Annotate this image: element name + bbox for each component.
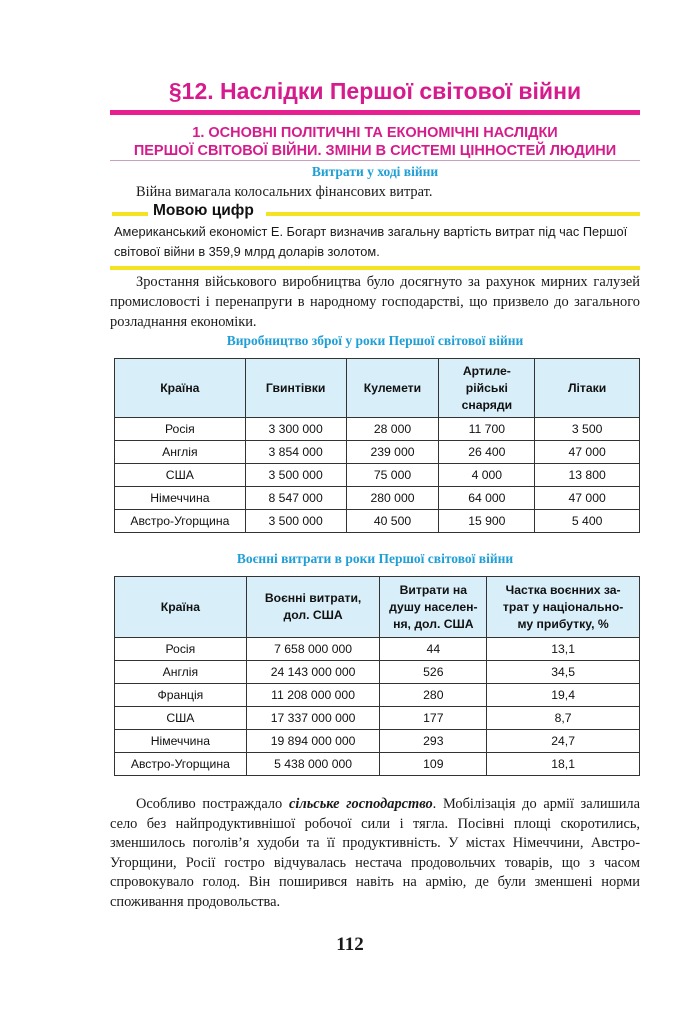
value-cell: 18,1 [487, 753, 640, 776]
value-cell: 3 500 000 [245, 510, 346, 533]
table-row [115, 418, 640, 441]
column-header: Кулемети [346, 359, 439, 418]
table-row [115, 510, 640, 533]
column-header: Витрати на душу населен- ня, дол. США [380, 577, 487, 638]
subsection-title-line-2: ПЕРШОЇ СВІТОВОЇ ВІЙНИ. ЗМІНИ В СИСТЕМІ ЦІННОСТЕЙ ЛЮДИНИ [133, 143, 617, 159]
value-cell: 40 500 [346, 510, 439, 533]
country-cell: США [115, 707, 247, 730]
value-cell: 19 894 000 000 [246, 730, 380, 753]
value-cell: 75 000 [346, 464, 439, 487]
war-expenses-table [114, 576, 640, 776]
value-cell: 64 000 [439, 487, 535, 510]
country-cell: Австро-Угорщина [115, 753, 247, 776]
value-cell: 3 300 000 [245, 418, 346, 441]
country-cell: США [115, 464, 246, 487]
value-cell: 177 [380, 707, 487, 730]
value-cell: 13,1 [487, 638, 640, 661]
paragraph-2 [110, 272, 640, 332]
table-2-title: Воєнні витрати в роки Першої світової війни [236, 551, 514, 566]
paragraph-1-text: Війна вимагала колосальних фінансових витрат. [136, 184, 433, 200]
country-cell: Німеччина [115, 730, 247, 753]
table-row [115, 638, 640, 661]
table-row [115, 464, 640, 487]
column-header: Літаки [535, 359, 640, 418]
country-cell: Англія [115, 441, 246, 464]
table-2-header-row [115, 577, 640, 638]
value-cell: 3 854 000 [245, 441, 346, 464]
country-cell: Німеччина [115, 487, 246, 510]
country-cell: Англія [115, 661, 247, 684]
numbers-box-text: Американський економіст Е. Богарт визначив загальну вартість витрат під час Першої світової війни в 359,9 млрд доларів золотом. [114, 224, 628, 259]
numbers-box-bar-bottom [110, 266, 640, 270]
numbers-box-bar-right [266, 212, 640, 216]
table-1-header-row [115, 359, 640, 418]
costs-heading: Витрати у ході війни [311, 164, 439, 179]
column-header: Частка воєнних за- трат у національно- му прибутку, % [487, 577, 640, 638]
country-cell: Франція [115, 684, 247, 707]
value-cell: 280 [380, 684, 487, 707]
value-cell: 28 000 [346, 418, 439, 441]
value-cell: 26 400 [439, 441, 535, 464]
paragraph-3-text-start: Особливо постраждало [136, 796, 289, 812]
numbers-box-bar-left [112, 212, 148, 216]
subsection-title-line-1: 1. ОСНОВНІ ПОЛІТИЧНІ ТА ЕКОНОМІЧНІ НАСЛІДКИ [192, 125, 558, 141]
country-cell: Австро-Угорщина [115, 510, 246, 533]
paragraph-3-emphasis: сільське господарство [288, 796, 433, 812]
value-cell: 526 [380, 661, 487, 684]
table-row [115, 730, 640, 753]
value-cell: 3 500 000 [245, 464, 346, 487]
value-cell: 4 000 [439, 464, 535, 487]
table-row [115, 753, 640, 776]
paragraph-3 [110, 795, 640, 913]
value-cell: 7 658 000 000 [246, 638, 380, 661]
subsection-title [110, 124, 640, 160]
value-cell: 109 [380, 753, 487, 776]
value-cell: 24 143 000 000 [246, 661, 380, 684]
subsection-underline [110, 160, 640, 161]
table-row [115, 661, 640, 684]
table-2-body [115, 638, 640, 776]
value-cell: 8 547 000 [245, 487, 346, 510]
table-1-title: Виробництво зброї у роки Першої світової війни [226, 333, 524, 348]
value-cell: 34,5 [487, 661, 640, 684]
paragraph-2-text: Зростання військового виробництва було досягнуто за рахунок мирних галузей промисловості і перенапруги в народному господарстві, що призвело до загального розладнання економіки. [110, 274, 640, 330]
value-cell: 11 700 [439, 418, 535, 441]
table-row [115, 487, 640, 510]
table-1-body [115, 418, 640, 533]
value-cell: 44 [380, 638, 487, 661]
table-row [115, 684, 640, 707]
value-cell: 47 000 [535, 441, 640, 464]
country-cell: Росія [115, 638, 247, 661]
value-cell: 11 208 000 000 [246, 684, 380, 707]
value-cell: 17 337 000 000 [246, 707, 380, 730]
value-cell: 5 438 000 000 [246, 753, 380, 776]
numbers-box-title: Мовою цифр [153, 202, 254, 219]
value-cell: 293 [380, 730, 487, 753]
paragraph-1 [110, 182, 640, 202]
value-cell: 5 400 [535, 510, 640, 533]
value-cell: 8,7 [487, 707, 640, 730]
value-cell: 24,7 [487, 730, 640, 753]
value-cell: 19,4 [487, 684, 640, 707]
column-header: Гвинтівки [245, 359, 346, 418]
column-header: Країна [115, 577, 247, 638]
value-cell: 239 000 [346, 441, 439, 464]
value-cell: 280 000 [346, 487, 439, 510]
table-row [115, 707, 640, 730]
value-cell: 13 800 [535, 464, 640, 487]
paragraph-3-text-end: . Мобілізація до армії залишила село без найпродуктивнішої робочої сили і тягла. Посівні площі скоротились, зменшилось поголів’я худоби та її продуктивність. У містах Німеччини, Австро-Угорщини, Росії гостро відчувалась нестача продовольчих товарів, що з часом спровокувало голод. Він поширився навіть на армію, де були зменшені норми споживання продовольства. [110, 796, 640, 910]
country-cell: Росія [115, 418, 246, 441]
value-cell: 47 000 [535, 487, 640, 510]
weapons-production-table [114, 358, 640, 533]
section-title-underline [110, 110, 640, 115]
table-row [115, 441, 640, 464]
value-cell: 15 900 [439, 510, 535, 533]
page-number: 112 [336, 934, 364, 955]
column-header: Країна [115, 359, 246, 418]
column-header: Воєнні витрати, дол. США [246, 577, 380, 638]
column-header: Артиле- рійські снаряди [439, 359, 535, 418]
value-cell: 3 500 [535, 418, 640, 441]
section-title: §12. Наслідки Першої світової війни [168, 78, 582, 104]
